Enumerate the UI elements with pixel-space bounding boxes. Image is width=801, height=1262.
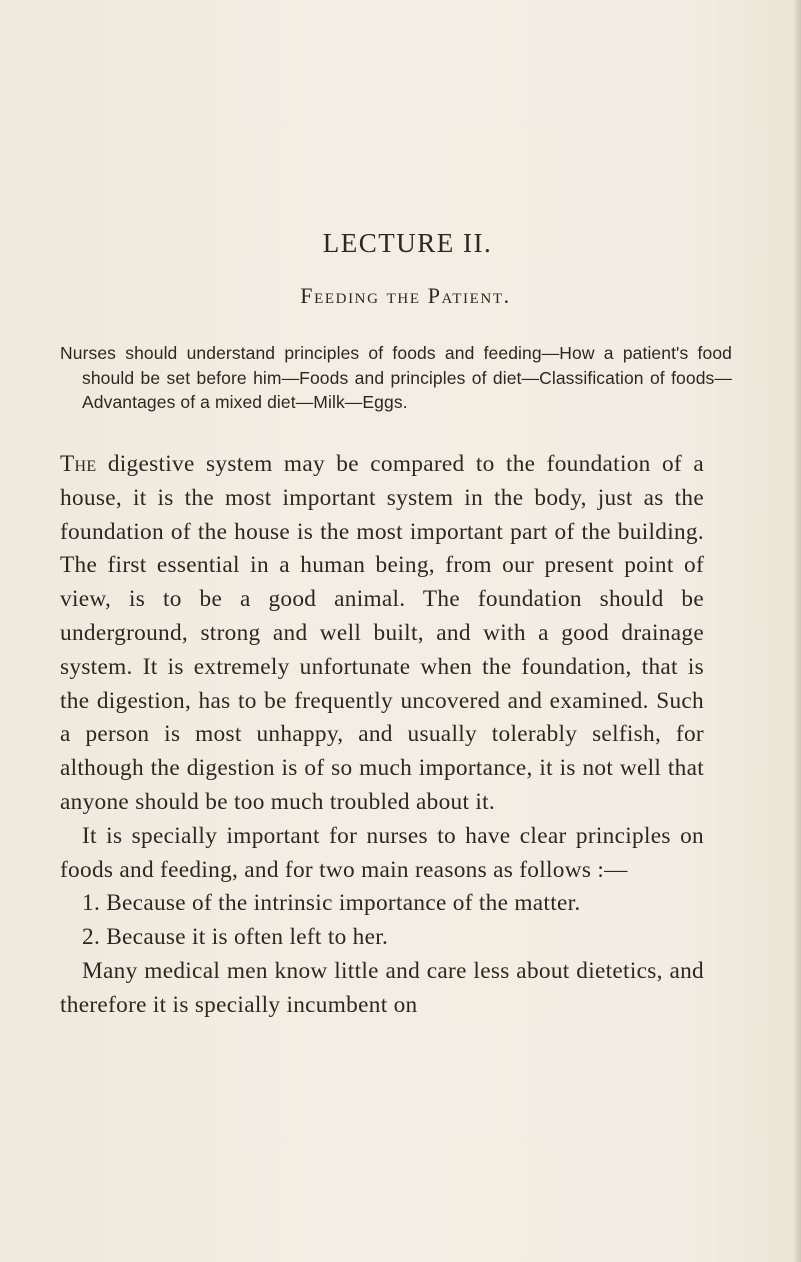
paragraph-1-text: digestive system may be compared to the foundation of a house, it is the most important system in the body, just as the foundation of the house is the most important part of the building. The first essential in a human being, from our present point of view, is to be a good animal. The foundation should be underground, strong and well built, and with a good drainage system. It is extremely unfortunate when the foundation, that is the digestion, has to be frequently uncovered and examined. Such a person is most unhappy, and usually tolerably selfish, for although the digestion is of so much importance, it is not well that anyone should be too much troubled about it. [60, 451, 704, 815]
reason-1: 1. Because of the intrinsic importance of the matter. [82, 890, 581, 917]
paragraph-2: It is specially important for nurses to have clear principles on foods and feeding, and for two main reasons as follows :— [60, 822, 704, 883]
reason-2: 2. Because it is often left to her. [82, 924, 389, 951]
paragraph-1 [60, 448, 704, 820]
lecture-title: LECTURE II. [322, 228, 493, 258]
paragraph-1-lead: The [60, 451, 97, 477]
page-edge-shadow [793, 0, 801, 1262]
chapter-synopsis: Nurses should understand principles of foods and feeding—How a patient's food should be set before him—Foods and principles of diet—Classification of foods—Advantages of a mixed diet—Milk—Eggs. [60, 343, 732, 412]
paragraph-5: Many medical men know little and care less about dietetics, and therefore it is specially incumbent on [60, 957, 704, 1018]
body-text [60, 448, 704, 1023]
section-title: Feeding the Patient. [300, 283, 511, 308]
